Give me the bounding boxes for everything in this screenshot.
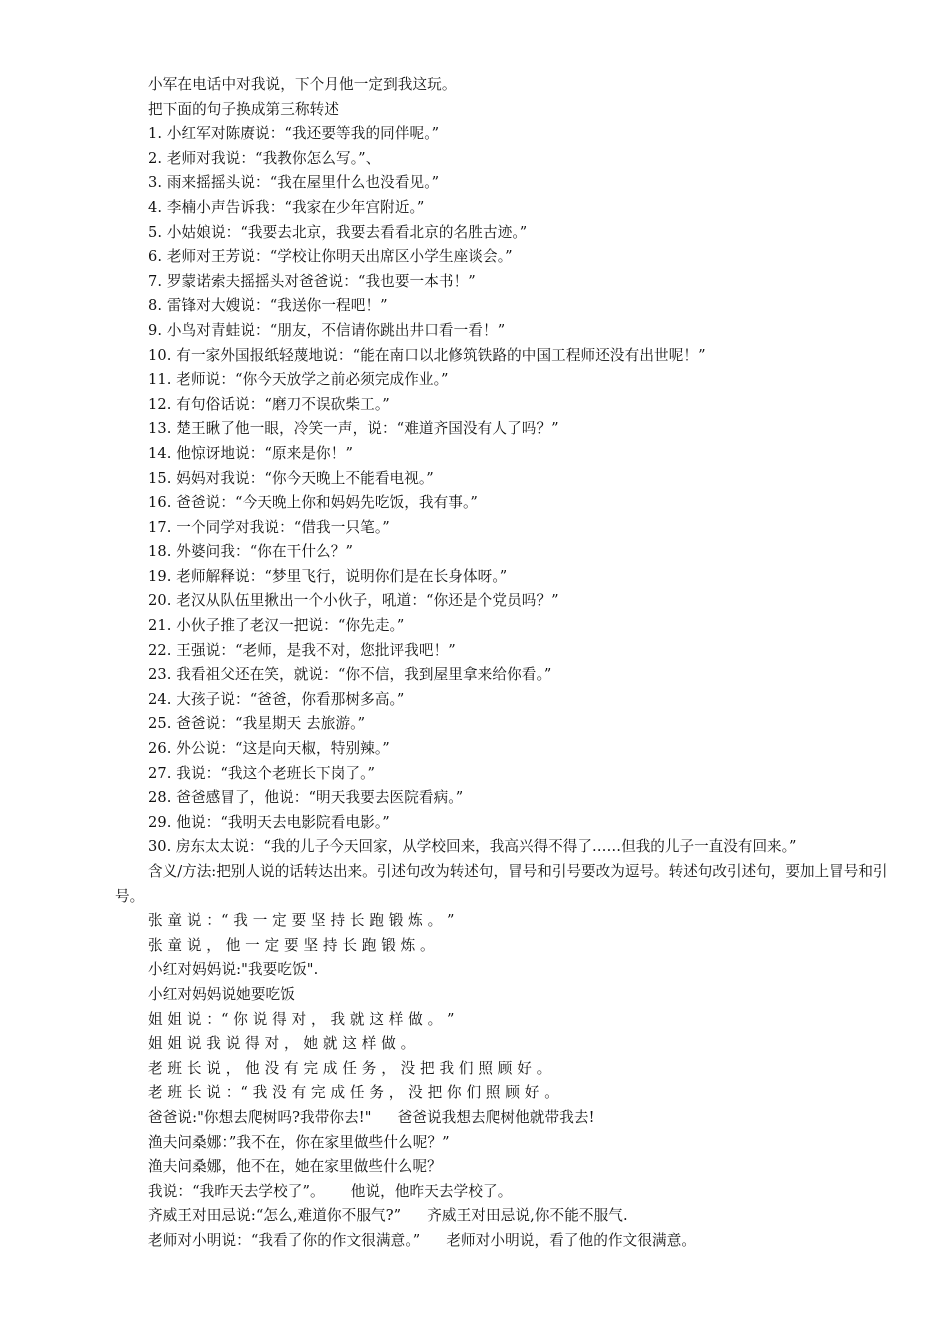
example-1: 张 童 说 ：“ 我 一 定 要 坚 持 长 跑 锻 炼 。 ” — [148, 912, 455, 930]
exercise-item-12: 12. 有句俗话说：“磨刀不误砍柴工。” — [148, 395, 390, 413]
exercise-item-23: 23. 我看祖父还在笑，就说：“你不信，我到屋里拿来给你看。” — [148, 666, 552, 684]
exercise-item-8: 8. 雷锋对大嫂说：“我送你一程吧！” — [148, 297, 388, 315]
exercise-item-28: 28. 爸爸感冒了，他说：“明天我要去医院看病。” — [148, 789, 464, 807]
exercise-item-18: 18. 外婆问我：“你在干什么？” — [148, 543, 354, 561]
exercise-item-9: 9. 小鸟对青蛙说：“朋友，不信请你跳出井口看一看！” — [148, 321, 506, 339]
example-14 — [0, 1229, 950, 1254]
example-13-report: 齐威王对田忌说,你不能不服气. — [427, 1207, 628, 1225]
exercise-item-30: 30. 房东太太说：“我的儿子今天回家，从学校回来，我高兴得不得了……但我的儿子一直没有回来。” — [148, 838, 797, 856]
exercise-item-29: 29. 他说：“我明天去电影院看电影。” — [148, 813, 390, 831]
example-13-quote: 齐威王对田忌说:“怎么,难道你不服气?” — [148, 1207, 402, 1225]
exercise-item-11: 11. 老师说：“你今天放学之前必须完成作业。” — [148, 371, 449, 389]
exercise-item-7: 7. 罗蒙诺索夫摇摇头对爸爸说：“我也要一本书！” — [148, 272, 476, 290]
exercise-item-4: 4. 李楠小声告诉我：“我家在少年宫附近。” — [148, 198, 425, 216]
exercise-item-16: 16. 爸爸说：“今天晚上你和妈妈先吃饭，我有事。” — [148, 494, 478, 512]
example-3: 小红对妈妈说:"我要吃饭". — [148, 961, 319, 979]
example-9-quote: 爸爸说:"你想去爬树吗?我带你去!" — [148, 1108, 372, 1126]
example-10: 渔夫问桑娜：”我不在，你在家里做些什么呢？” — [148, 1133, 450, 1151]
exercise-item-1: 1. 小红军对陈赓说：“我还要等我的同伴呢。” — [148, 125, 440, 143]
exercise-item-26: 26. 外公说：“这是向天椒，特别辣。” — [148, 740, 390, 758]
example-6: 姐 姐 说 我 说 得 对 ， 她 就 这 样 做 。 — [148, 1035, 416, 1053]
exercise-item-20: 20. 老汉从队伍里揪出一个小伙子，吼道：“你还是个党员吗？” — [148, 592, 559, 610]
example-9-report: 爸爸说我想去爬树他就带我去! — [397, 1108, 595, 1126]
exercise-item-25: 25. 爸爸说：“我星期天 去旅游。” — [148, 715, 366, 733]
exercise-item-5: 5. 小姑娘说：“我要去北京，我要去看看北京的名胜古迹。” — [148, 223, 528, 241]
example-12-quote: 我说：“我昨天去学校了”。 — [148, 1182, 325, 1200]
exercise-item-10: 10. 有一家外国报纸轻蔑地说：“能在南口以北修筑铁路的中国工程师还没有出世呢！” — [148, 346, 706, 364]
exercise-item-21: 21. 小伙子推了老汉一把说：“你先走。” — [148, 617, 405, 635]
exercise-item-2: 2. 老师对我说：“我教你怎么写。”、 — [148, 149, 381, 167]
exercise-item-19: 19. 老师解释说：“梦里飞行，说明你们是在长身体呀。” — [148, 567, 508, 585]
example-7: 老 班 长 说 ， 他 没 有 完 成 任 务 ， 没 把 我 们 照 顾 好 。 — [148, 1059, 552, 1077]
example-2: 张 童 说 ， 他 一 定 要 坚 持 长 跑 锻 炼 。 — [148, 936, 435, 954]
exercise-item-6: 6. 老师对王芳说：“学校让你明天出席区小学生座谈会。” — [148, 248, 513, 266]
example-4: 小红对妈妈说她要吃饭 — [148, 985, 295, 1003]
example-12-report: 他说，他昨天去学校了。 — [350, 1182, 513, 1200]
document-page — [0, 73, 950, 1254]
exercise-item-17: 17. 一个同学对我说：“借我一只笔。” — [148, 518, 390, 536]
example-13 — [0, 1204, 950, 1229]
exercise-item-3: 3. 雨来摇摇头说：“我在屋里什么也没看见。” — [148, 174, 440, 192]
exercise-item-27: 27. 我说：“我这个老班长下岗了。” — [148, 764, 376, 782]
intro-line-2: 把下面的句子换成第三称转述 — [148, 100, 340, 118]
exercise-item-14: 14. 他惊讶地说：“原来是你！” — [148, 444, 354, 462]
example-14-report: 老师对小明说，看了他的作文很满意。 — [446, 1231, 697, 1249]
example-12 — [0, 1180, 950, 1205]
example-8: 老 班 长 说 ：“ 我 没 有 完 成 任 务 ， 没 把 你 们 照 顾 好 。 — [148, 1084, 559, 1102]
example-14-quote: 老师对小明说：“我看了你的作文很满意。” — [148, 1231, 421, 1249]
exercise-item-15: 15. 妈妈对我说：“你今天晚上不能看电视。” — [148, 469, 434, 487]
example-9 — [0, 1106, 950, 1131]
intro-line-1: 小军在电话中对我说，下个月他一定到我这玩。 — [148, 76, 457, 93]
exercise-item-13: 13. 楚王瞅了他一眼，冷笑一声，说：“难道齐国没有人了吗？” — [148, 420, 559, 438]
example-5: 姐 姐 说 ：“ 你 说 得 对 ， 我 就 这 样 做 。 ” — [148, 1010, 455, 1028]
exercise-item-22: 22. 王强说：“老师，是我不对，您批评我吧！” — [148, 641, 456, 659]
example-11: 渔夫问桑娜，他不在，她在家里做些什么呢？ — [148, 1158, 442, 1176]
exercise-item-24: 24. 大孩子说：“爸爸，你看那树多高。” — [148, 690, 405, 708]
method-paragraph: 含义/方法:把别人说的话转达出来。引述句改为转述句，冒号和引号要改为逗号。转述句改引述句，要加上冒号和引号。 — [115, 863, 888, 905]
